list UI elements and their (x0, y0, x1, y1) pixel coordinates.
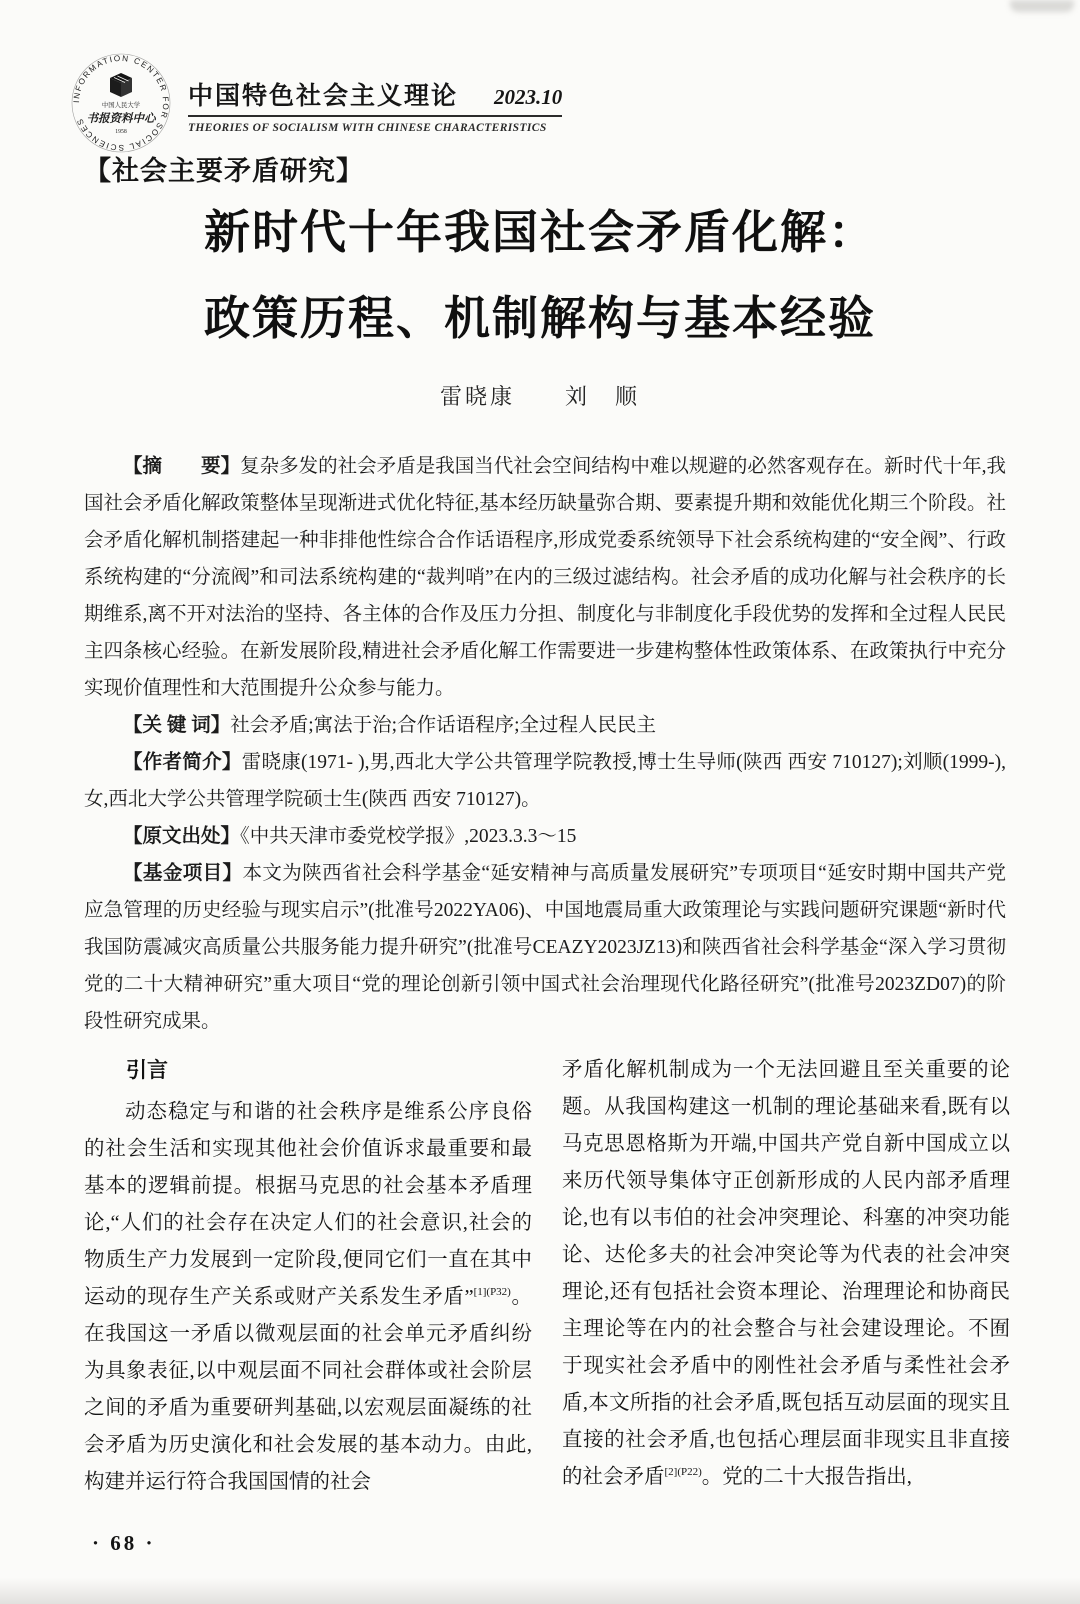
keywords-paragraph (84, 707, 1006, 744)
abstract-paragraph (84, 448, 1006, 707)
article-title-line2: 政策历程、机制解构与基本经验 (204, 292, 876, 344)
keywords-text: 社会矛盾;寓法于治;合作话语程序;全过程人民民主 (230, 715, 657, 736)
article-authors: 雷晓康 刘 顺 (439, 384, 640, 409)
author-bio-text: 雷晓康(1971- ),男,西北大学公共管理学院教授,博士生导师(陕西 西安 710127);刘顺(1999-),女,西北大学公共管理学院硕士生(陕西 西安 710127)。 (84, 752, 1006, 810)
journal-title-block (188, 52, 562, 134)
journal-header (70, 52, 562, 154)
seal-university-text: 中国人民大学 (101, 102, 141, 109)
right-paragraph-text-1: 矛盾化解机制成为一个无法回避且至关重要的论题。从我国构建这一机制的理论基础来看,既有以马克思恩格斯为开端,中国共产党自新中国成立以来历代领导集体守正创新形成的人民内部矛盾理论,也有以韦伯的社会冲突理论、科塞的冲突功能论、达伦多夫的社会冲突论等为代表的社会冲突理论,还有包括社会资本理论、治理理论和协商民主理论等在内的社会整合与社会建设理论。不囿于现实社会矛盾中的刚性社会矛盾与柔性社会矛盾,本文所指的社会矛盾,既包括互动层面的现实且直接的社会矛盾,也包括心理层面非现实且非直接的社会矛盾 (562, 1059, 1010, 1488)
journal-issue: 2023.10 (494, 85, 563, 109)
citation-ref-2: [2](P22) (664, 1466, 702, 1479)
abstract-text: 复杂多发的社会矛盾是我国当代社会空间结构中难以规避的必然客观存在。新时代十年,我国社会矛盾化解政策整体呈现渐进式优化特征,基本经历缺量弥合期、要素提升期和效能优化期三个阶段。社会矛盾化解机制搭建起一种非排他性综合合作话语程序,形成党委系统领导下社会系统构建的“安全阀”、行政系统构建的“分流阀”和司法系统构建的“裁判哨”在内的三级过滤结构。社会矛盾的成功化解与社会秩序的长期维系,离不开对法治的坚持、各主体的合作及压力分担、制度化与非制度化手段优势的发挥和全过程人民民主四条核心经验。在新发展阶段,精进社会矛盾化解工作需要进一步建构整体性政策体系、在政策执行中充分实现价值理性和大范围提升公众参与能力。 (84, 456, 1006, 699)
left-paragraph-text-2: 。在我国这一矛盾以微观层面的社会单元矛盾纠纷为具象表征,以中观层面不同社会群体或社会阶层之间的矛盾为重要研判基础,以宏观层面凝练的社会矛盾为历史演化和社会发展的基本动力。由此,构建并运行符合我国国情的社会 (84, 1286, 532, 1493)
author-bio-paragraph (84, 744, 1006, 818)
seal-center-name: 书报资料中心 (86, 113, 156, 125)
source-text: 《中共天津市委党校学报》,2023.3.3～15 (240, 826, 577, 847)
right-paragraph-text-2: 。党的二十大报告指出, (701, 1466, 912, 1488)
page-number: · 68 · (92, 1531, 156, 1555)
journal-title: 中国特色社会主义理论 (188, 82, 459, 110)
keywords-label: 【关 键 词】 (123, 715, 231, 736)
scan-edge-shadow (0, 1578, 1080, 1604)
book-cube-icon (110, 73, 132, 97)
abstract-label: 【摘 要】 (123, 456, 241, 477)
source-paragraph (84, 818, 1006, 855)
left-column (84, 1052, 532, 1501)
scan-smudge-artifact (1010, 0, 1074, 12)
right-column-paragraph (562, 1052, 1010, 1496)
left-paragraph-text-1: 动态稳定与和谐的社会秩序是维系公序良俗的社会生活和实现其他社会价值诉求最重要和最基本的逻辑前提。根据马克思的社会基本矛盾理论,“人们的社会存在决定人们的社会意识,社会的物质生产力发展到一定阶段,便同它们一直在其中运动的现存生产关系或财产关系发生矛盾” (84, 1101, 532, 1308)
right-column (562, 1052, 1010, 1501)
section-label: 【社会主要矛盾研究】 (84, 156, 364, 186)
body-columns (84, 1052, 1010, 1501)
author-bio-label: 【作者简介】 (123, 752, 242, 773)
intro-heading: 引言 (126, 1059, 168, 1082)
seal-year: 1958 (115, 129, 127, 135)
article-meta (84, 448, 1006, 1040)
journal-subtitle-en: THEORIES OF SOCIALISM WITH CHINESE CHARACTERISTICS (188, 122, 547, 134)
article-title (0, 190, 1080, 361)
funding-text: 本文为陕西省社会科学基金“延安精神与高质量发展研究”专项项目“延安时期中国共产党应急管理的历史经验与现实启示”(批准号2022YA06)、中国地震局重大政策理论与实践问题研究课题“新时代我国防震减灾高质量公共服务能力提升研究”(批准号CEAZY2023JZ13)和陕西省社会科学基金“深入学习贯彻党的二十大精神研究”重大项目“党的理论创新引领中国式社会治理现代化路径研究”(批准号2023ZD07)的阶段性研究成果。 (84, 863, 1006, 1032)
funding-label: 【基金项目】 (123, 863, 243, 884)
seal-ring-text: INFORMATION CENTER FOR SOCIAL SCIENCES (71, 53, 171, 153)
journal-title-line (188, 76, 562, 117)
journal-seal-icon (70, 52, 172, 154)
source-label: 【原文出处】 (123, 826, 241, 847)
funding-paragraph (84, 855, 1006, 1040)
article-title-line1: 新时代十年我国社会矛盾化解： (204, 207, 876, 258)
left-column-paragraph (84, 1094, 532, 1501)
citation-ref-1: [1](P32) (473, 1286, 511, 1299)
